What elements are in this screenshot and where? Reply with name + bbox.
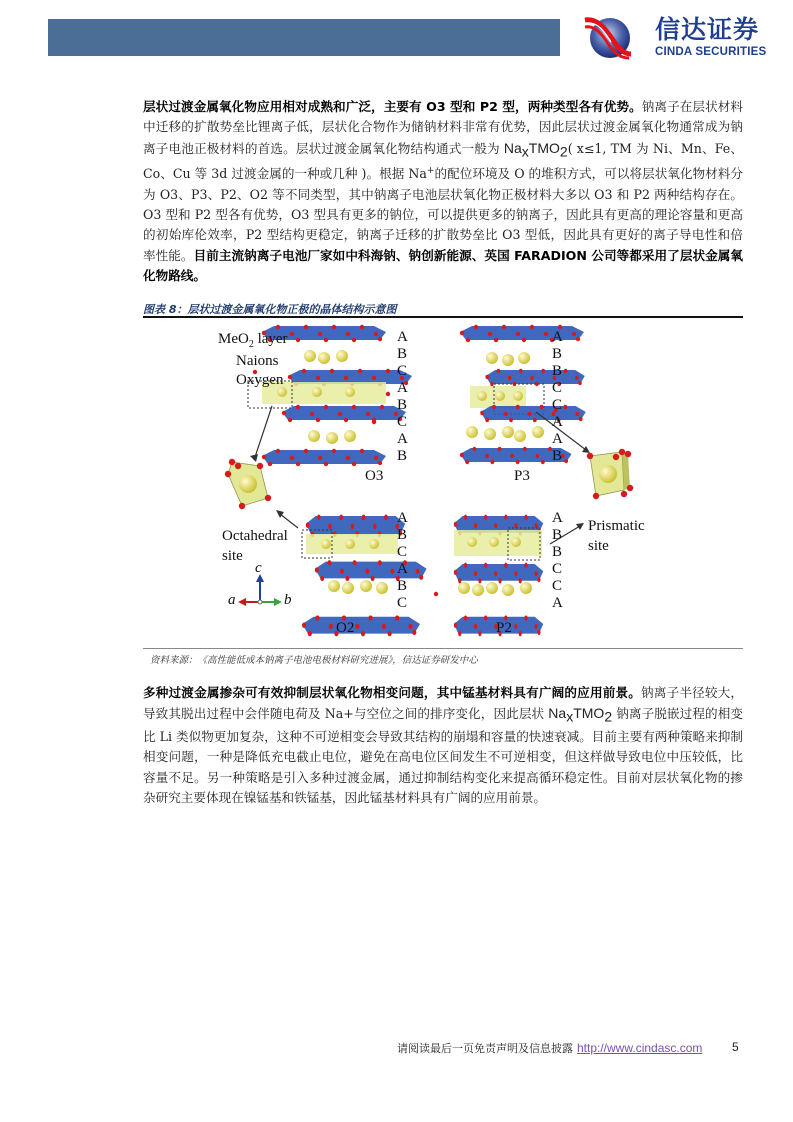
panel-o2 (302, 514, 438, 636)
page-number: 5 (732, 1040, 739, 1054)
paragraph-body: 钠离子脱嵌过程的相变比 Li 类似物更加复杂，这种不可逆相变会导致其结构的崩塌和容量的快速衰减。目前主要有两种策略来抑制相变问题，一种是降低充电截止电位，避免在高电位区间发生不可逆相变，但这样做导致电位中压较低，比容量不足。另一种策略是引入多种过渡金属，通过抑制结构变化来提高循环稳定性。目前对层状氧化物的掺杂研究主要体现在镍锰基和铁锰基，因此锰基材料具有广阔的应用前景。 (143, 706, 743, 805)
crystal-structure-diagram (210, 322, 665, 646)
paragraph-lead: 层状过渡金属氧化物应用相对成熟和广泛，主要有 O3 型和 P2 型，两种类型各有优势。 (143, 99, 642, 114)
label-prismatic: Prismatic (588, 518, 645, 534)
figure-source: 资料来源：《高性能低成本钠离子电池电极材料研究进展》，信达证券研发中心 (150, 655, 478, 666)
formula-na: Na (503, 139, 522, 156)
header-bar (48, 19, 560, 56)
label-p3: P3 (514, 468, 530, 484)
crystal-structure-figure (210, 322, 665, 646)
stacking-p2: A B B C C A (552, 510, 563, 611)
label-p2: P2 (496, 620, 512, 636)
cinda-logo-mark-icon (583, 14, 633, 60)
paragraph-lead: 多种过渡金属掺杂可有效抑制层状氧化物相变问题，其中锰基材料具有广阔的应用前景。 (143, 685, 642, 700)
footer-disclaimer: 请阅读最后一页免责声明及信息披露 (397, 1042, 573, 1055)
company-logo (583, 14, 778, 60)
paragraph-body: 的配位环境及 O 的堆积方式，可以将层状氧化物材料分为 O3、P3、P2、O2 等不同类型，其中钠离子电池层状氧化物正极材料大多以 O3 和 P2 两种结构存在。O3 型和 P2 型各有优势，O3 型具有更多的钠位，可以提供更多的钠离子，因此具有更高的理论容量和更高的初始库伦效率，P2 型结构更稳定，钠离子迁移的扩散势垒比 O3 型低，因此具有更好的离子导电性和倍率性能。 (143, 166, 743, 263)
logo-name-en: CINDA SECURITIES (655, 46, 767, 58)
label-o3: O3 (365, 468, 384, 484)
figure-bottom-rule (143, 648, 743, 649)
axes-indicator (238, 574, 282, 606)
logo-name-cn: 信达证券 (655, 15, 760, 44)
label-octahedral: Octahedral (222, 528, 288, 544)
axis-label-b: b (284, 592, 292, 608)
label-naions: Naions (236, 353, 279, 369)
label-octahedral-site: site (222, 548, 243, 564)
footer (397, 1040, 702, 1056)
prismatic-site-polyhedron (587, 449, 633, 499)
stacking-o3: A B C A B C A B (397, 329, 408, 464)
label-prismatic-site: site (588, 538, 609, 554)
octahedral-site-polyhedron (225, 459, 271, 509)
stacking-p3: A B B C C A A B (552, 329, 563, 464)
axis-label-a: a (228, 592, 236, 608)
label-oxygen: Oxygen (236, 372, 284, 388)
formula-tmo: TMO (573, 705, 605, 722)
paragraph-body: 钠离子在层状材料中迁移的扩散势垒比锂离子低，层状化合物作为储钠材料非常有优势，因此层状过渡金属氧化物通常成为钠离子电池正极材料的首选。层状过渡金属氧化物结构通式一般为 (143, 99, 744, 156)
axis-label-c: c (255, 560, 262, 576)
paragraph-doping: 多种过渡金属掺杂可有效抑制层状氧化物相变问题，其中锰基材料具有广阔的应用前景。钠离子半径较大，导致其脱出过程中会伴随电荷及 Na+与空位之间的排序变化，因此层状 $Na_xTMO_2$ 钠离子脱嵌过程的相变比 Li 类似物更加复杂，这种不可逆相变会导致其结构的崩塌和容量的快速衰减。目前主要有两种策略来抑制相变问题，一种是降低充电截止电位，避免在高电位区间发生不可逆相变，但这样做导致电位中压较低，比容量不足。另一种策略是引入多种过渡金属，通过抑制结构变化来提高循环稳定性。目前对层状氧化物的掺杂研究主要体现在镍锰基和铁锰基，因此锰基材料具有广阔的应用前景。 (143, 685, 744, 805)
paragraph-layered-oxides: 层状过渡金属氧化物应用相对成熟和广泛，主要有 O3 型和 P2 型，两种类型各有优势。钠离子在层状材料中迁移的扩散势垒比锂离子低，层状化合物作为储钠材料非常有优势，因此层状过渡金属氧化物通常成为钠离子电池正极材料的首选。层状过渡金属氧化物结构通式一般为 $Na_xTMO_2$( x≤1, TM 为 Ni、Mn、Fe、Co、Cu 等 3d 过渡金属的一种或几种 )。根据 Na+的配位环境及 O 的堆积方式，可以将层状氧化物材料分为 O3、P3、P2、O2 等不同类型，其中钠离子电池层状氧化物正极材料大多以 O3 和 P2 两种结构存在。O3 型和 P2 型各有优势，O3 型具有更多的钠位，可以提供更多的钠离子，因此具有更高的理论容量和更高的初始库伦效率，P2 型结构更稳定，钠离子迁移的扩散势垒比 O3 型低，因此具有更好的离子导电性和倍率性能。目前主流钠离子电池厂家如中科海钠、钠创新能源、英国 FARADION 公司等都采用了层状金属氧化物路线。 (143, 99, 744, 284)
label-meo2-layer: MeO$_2$ layer (218, 331, 288, 350)
paragraph-body: 钠离子半径较大，导致其脱出过程中会伴随电荷及 Na+与空位之间的排序变化，因此层状 (143, 685, 744, 722)
stacking-o2: A B C A B C (397, 510, 408, 611)
paragraph-conclusion: 目前主流钠离子电池厂家如中科海钠、钠创新能源、英国 FARADION 公司等都采用了层状金属氧化物路线。 (143, 247, 744, 284)
panel-p2 (454, 515, 543, 637)
formula-na: Na (548, 705, 567, 722)
figure-title: 图表 8：层状过渡金属氧化物正极的晶体结构示意图 (143, 303, 397, 316)
paragraph-body: ( x≤1, TM 为 Ni、Mn、Fe、Co、Cu 等 3d 过渡金属的一种或几种 )。根据 Na (143, 140, 743, 182)
formula-tmo: TMO (528, 139, 560, 156)
figure-top-rule (143, 316, 743, 318)
panel-p3 (460, 325, 586, 464)
label-o2: O2 (336, 620, 355, 636)
footer-website-link[interactable]: http://www.cindasc.com (577, 1041, 703, 1055)
